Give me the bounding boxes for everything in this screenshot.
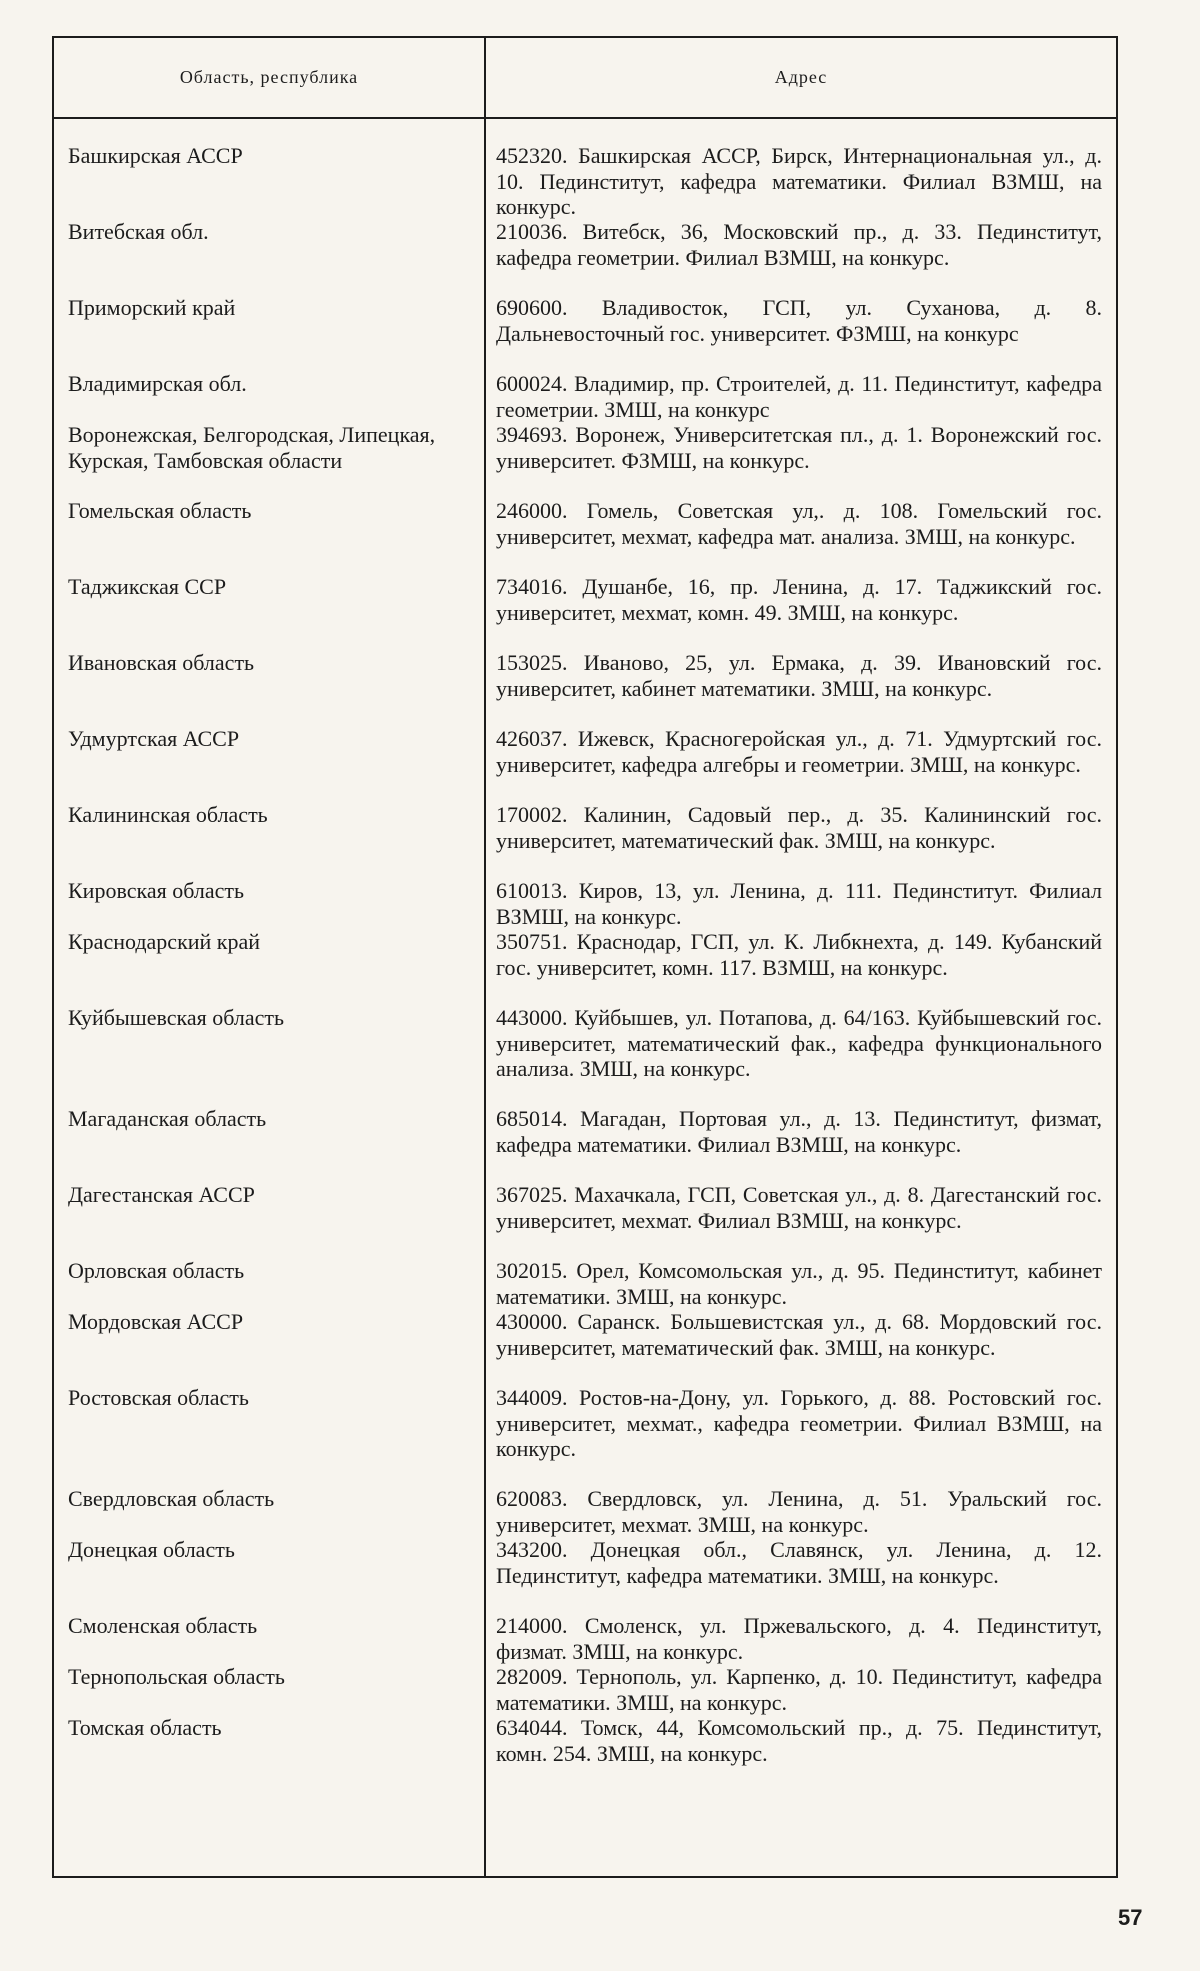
- address-cell: 210036. Витебск, 36, Московский пр., д. 33. Пединститут, кафедра геометрии. Филиал ВЗМШ, на конкурс.: [496, 219, 1102, 270]
- region-cell: Калининская область: [68, 802, 268, 827]
- page-number: 57: [1118, 1905, 1143, 1930]
- address-cell: 443000. Куйбышев, ул. Потапова, д. 64/163. Куйбышевский гос. университет, математический фак., кафедра функционального анализа. ЗМШ, на конкурс.: [496, 1005, 1102, 1081]
- region-cell: Гомельская область: [68, 498, 252, 523]
- region-cell: Томская область: [68, 1715, 222, 1740]
- column-header-address: Адрес: [774, 67, 828, 87]
- address-cell: 282009. Тернополь, ул. Карпенко, д. 10. Пединститут, кафедра математики. ЗМШ, на конкурс.: [496, 1664, 1102, 1715]
- address-cell: 394693. Воронеж, Университетская пл., д. 1. Воронежский гос. университет. ФЗМШ, на конкурс.: [496, 422, 1102, 473]
- address-cell: 246000. Гомель, Советская ул,. д. 108. Гомельский гос. университет, мехмат, кафедра мат. анализа. ЗМШ, на конкурс.: [496, 498, 1102, 549]
- address-cell: 634044. Томск, 44, Комсомольский пр., д. 75. Пединститут, комн. 254. ЗМШ, на конкурс.: [496, 1715, 1102, 1766]
- region-cell: Приморский край: [68, 295, 236, 320]
- region-cell: Таджикская ССР: [68, 574, 227, 599]
- region-cell: Краснодарский край: [68, 929, 261, 954]
- region-cell: Ивановская область: [68, 650, 255, 675]
- region-cell: Куйбышевская область: [68, 1005, 285, 1030]
- column-divider: [484, 38, 486, 1876]
- address-cell: 430000. Саранск. Большевистская ул., д. 68. Мордовский гос. университет, математический фак. ЗМШ, на конкурс.: [496, 1309, 1102, 1360]
- region-cell: Магаданская область: [68, 1106, 267, 1131]
- address-cell: 367025. Махачкала, ГСП, Советская ул., д. 8. Дагестанский гос. университет, мехмат. Филиал ВЗМШ, на конкурс.: [496, 1182, 1102, 1233]
- address-cell: 600024. Владимир, пр. Строителей, д. 11. Пединститут, кафедра геометрии. ЗМШ, на конкурс: [496, 371, 1102, 422]
- region-cell: Воронежская, Белгородская, Липецкая, Курская, Тамбовская области: [68, 422, 436, 473]
- region-cell: Башкирская АССР: [68, 143, 243, 168]
- region-cell: Орловская область: [68, 1258, 245, 1283]
- region-cell: Удмуртская АССР: [68, 726, 240, 751]
- address-cell: 350751. Краснодар, ГСП, ул. К. Либкнехта, д. 149. Кубанский гос. университет, комн. 117. ВЗМШ, на конкурс.: [496, 929, 1102, 980]
- region-cell: Ростовская область: [68, 1385, 249, 1410]
- column-header-region: Область, республика: [179, 67, 359, 87]
- region-cell: Донецкая область: [68, 1537, 235, 1562]
- region-cell: Кировская область: [68, 878, 245, 903]
- header-rule: [54, 117, 1116, 119]
- region-cell: Витебская обл.: [68, 219, 209, 244]
- address-cell: 452320. Башкирская АССР, Бирск, Интернациональная ул., д. 10. Пединститут, кафедра математики. Филиал ВЗМШ, на конкурс.: [496, 143, 1102, 219]
- address-cell: 426037. Ижевск, Красногеройская ул., д. 71. Удмуртский гос. университет, кафедра алгебры и геометрии. ЗМШ, на конкурс.: [496, 726, 1102, 777]
- region-cell: Мордовская АССР: [68, 1309, 244, 1334]
- address-cell: 690600. Владивосток, ГСП, ул. Суханова, д. 8. Дальневосточный гос. университет. ФЗМШ, на конкурс: [496, 295, 1102, 346]
- address-cell: 170002. Калинин, Садовый пер., д. 35. Калининский гос. университет, математический фак. ЗМШ, на конкурс.: [496, 802, 1102, 853]
- address-cell: 734016. Душанбе, 16, пр. Ленина, д. 17. Таджикский гос. университет, мехмат, комн. 49. ЗМШ, на конкурс.: [496, 574, 1102, 625]
- address-cell: 344009. Ростов-на-Дону, ул. Горького, д. 88. Ростовский гос. университет, мехмат., кафедра геометрии. Филиал ВЗМШ, на конкурс.: [496, 1385, 1102, 1461]
- region-cell: Тернопольская область: [68, 1664, 285, 1689]
- address-cell: 214000. Смоленск, ул. Пржевальского, д. 4. Пединститут, физмат. ЗМШ, на конкурс.: [496, 1613, 1102, 1664]
- region-cell: Дагестанская АССР: [68, 1182, 255, 1207]
- address-cell: 153025. Иваново, 25, ул. Ермака, д. 39. Ивановский гос. университет, кабинет математики. ЗМШ, на конкурс.: [496, 650, 1102, 701]
- address-cell: 343200. Донецкая обл., Славянск, ул. Ленина, д. 12. Пединститут, кафедра математики. ЗМШ, на конкурс.: [496, 1537, 1102, 1588]
- address-table: [52, 36, 1118, 1878]
- address-cell: 610013. Киров, 13, ул. Ленина, д. 111. Пединститут. Филиал ВЗМШ, на конкурс.: [496, 878, 1102, 929]
- region-cell: Владимирская обл.: [68, 371, 247, 396]
- address-cell: 685014. Магадан, Портовая ул., д. 13. Пединститут, физмат, кафедра математики. Филиал ВЗМШ, на конкурс.: [496, 1106, 1102, 1157]
- region-cell: Свердловская область: [68, 1486, 275, 1511]
- region-cell: Смоленская область: [68, 1613, 258, 1638]
- address-cell: 620083. Свердловск, ул. Ленина, д. 51. Уральский гос. университет, мехмат. ЗМШ, на конкурс.: [496, 1486, 1102, 1537]
- address-cell: 302015. Орел, Комсомольская ул., д. 95. Пединститут, кабинет математики. ЗМШ, на конкурс.: [496, 1258, 1102, 1309]
